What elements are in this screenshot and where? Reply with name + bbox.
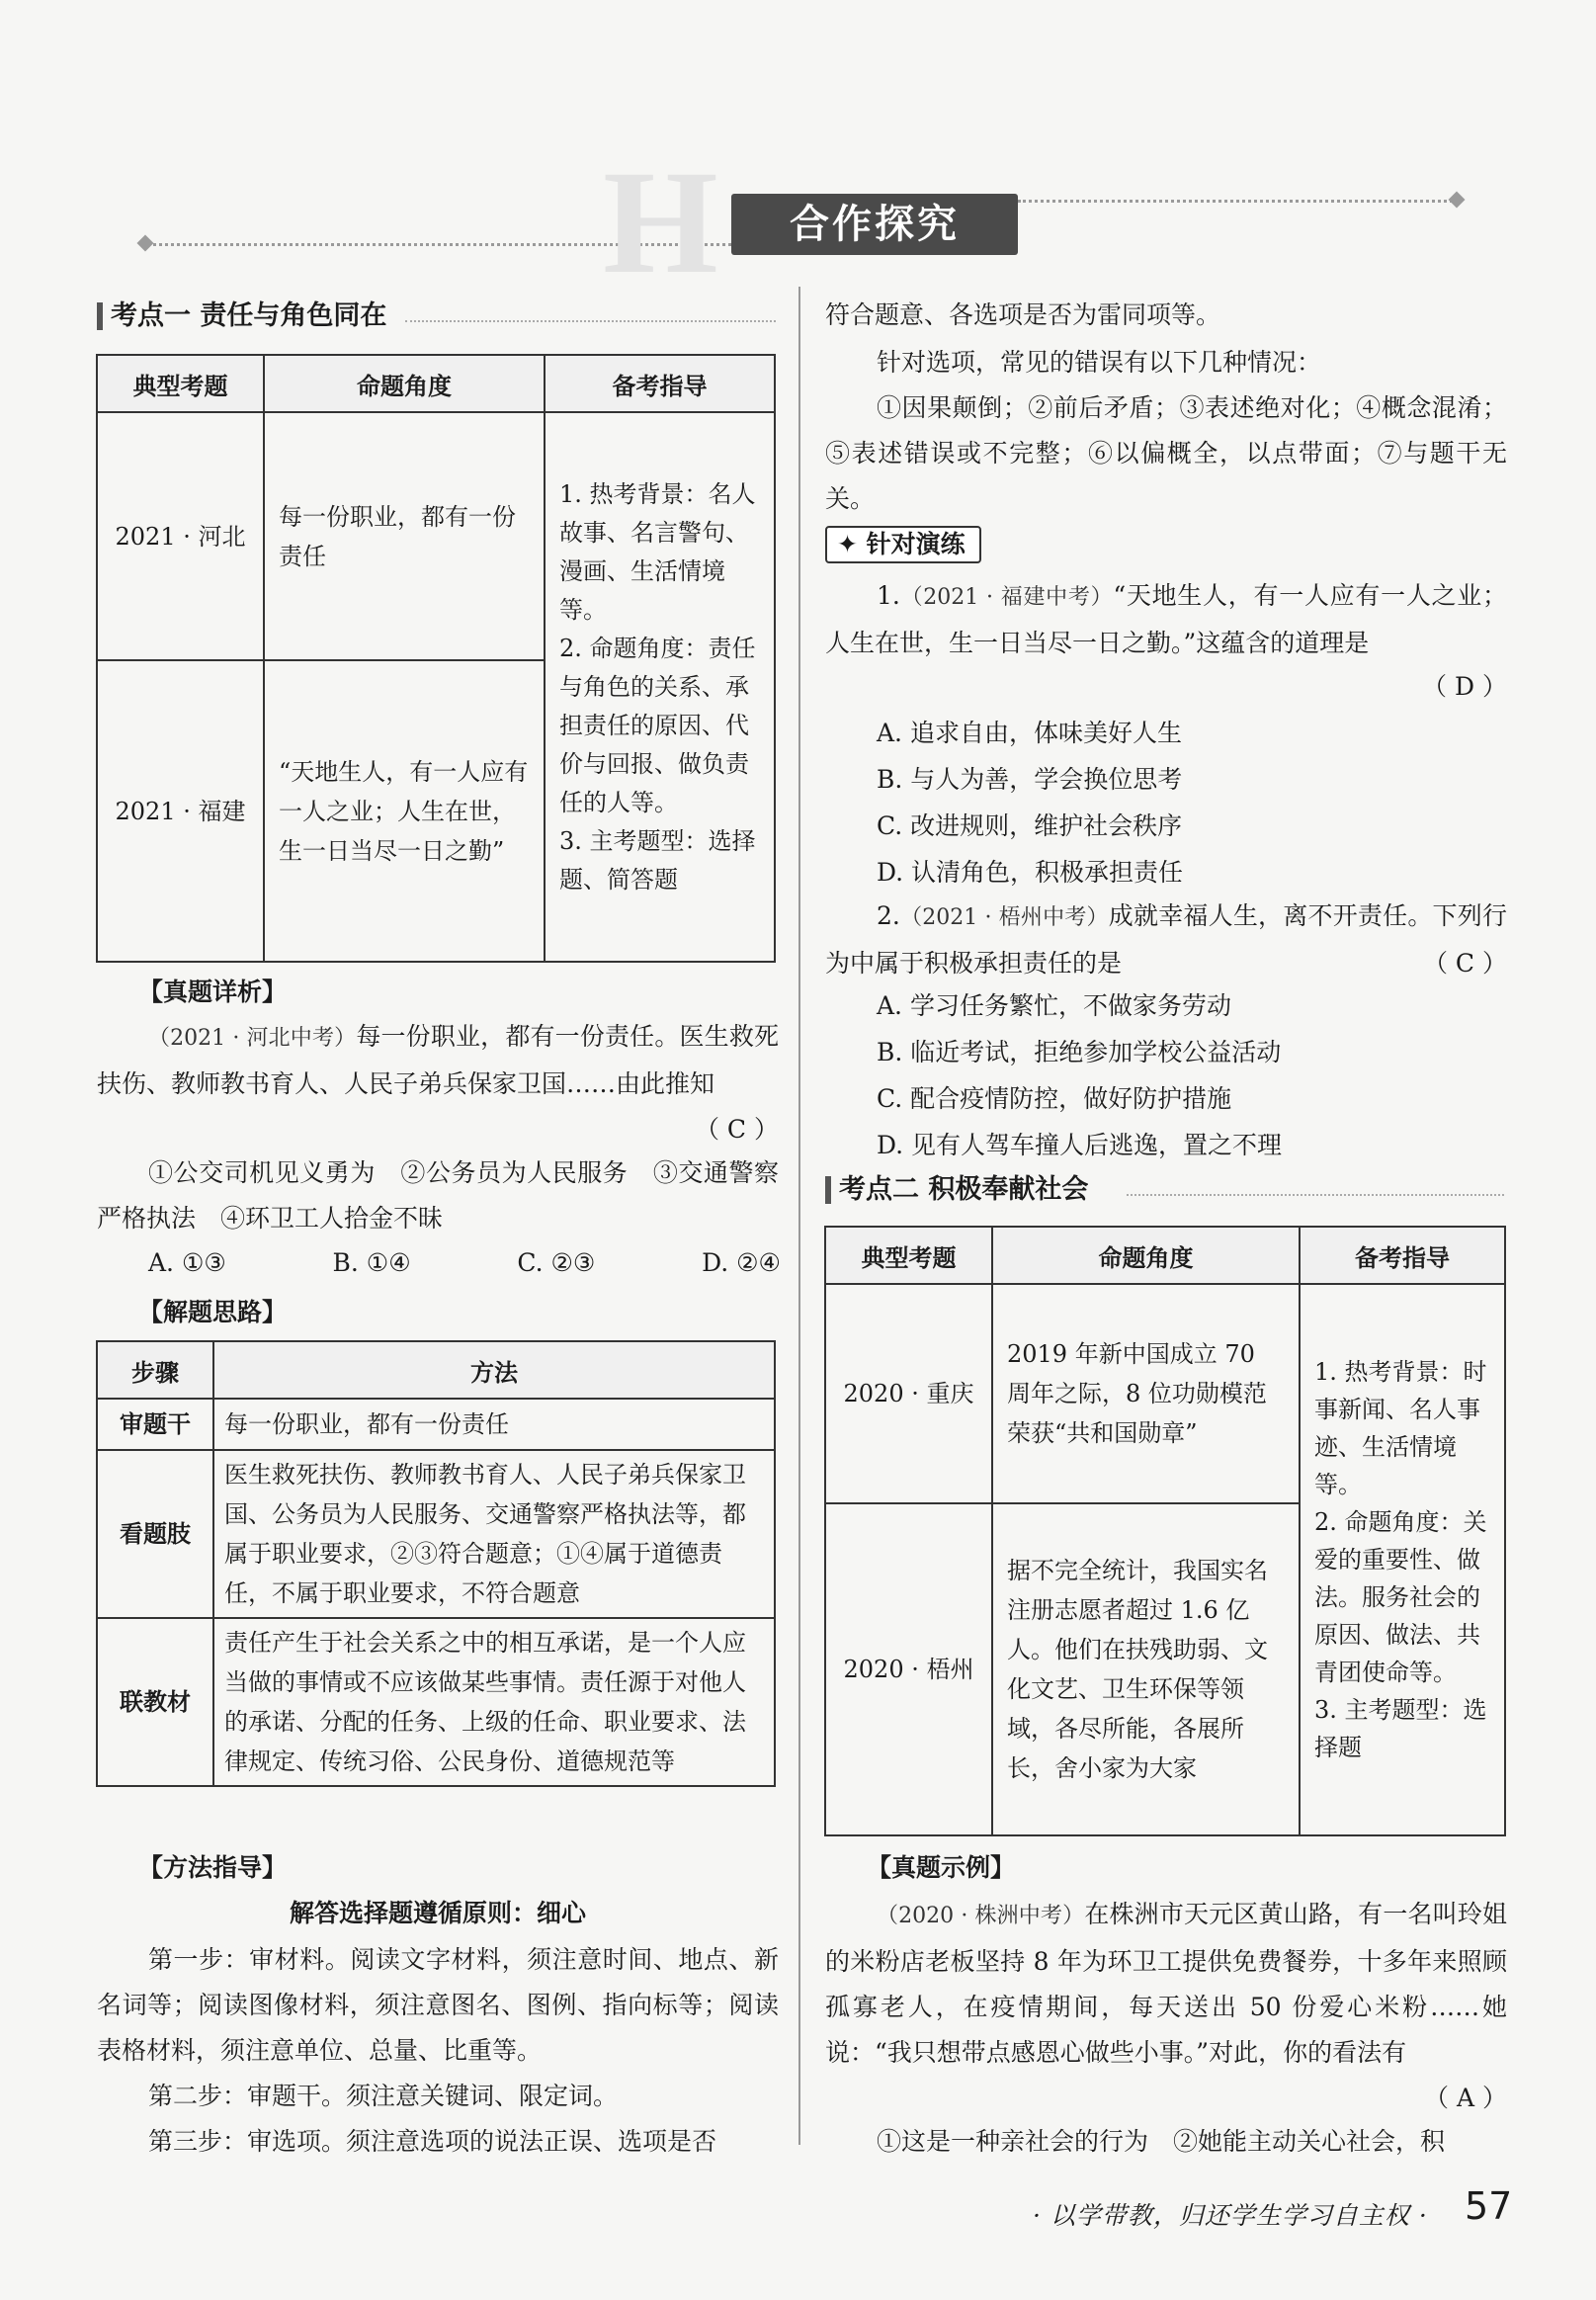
option: B. 与人为善，学会换位思考: [877, 765, 1183, 794]
kp2-heading-dots: [1127, 1194, 1504, 1196]
method-step-3: 第三步：审选项。须注意选项的说法正误、选项是否: [148, 2127, 717, 2156]
example-answer: （ A ）: [1424, 2084, 1507, 2112]
table-kp1-year: 2021 · 福建: [97, 660, 264, 962]
column-divider: [798, 287, 800, 2145]
header-dotted-line-right: [1018, 200, 1458, 203]
q1-source: （2021 · 福建中考）: [899, 585, 1114, 610]
q2-number: 2.: [877, 901, 900, 930]
table-kp2-angle: 2019 年新中国成立 70 周年之际，8 位功勋模范荣获“共和国勋章”: [992, 1284, 1300, 1503]
table-kp2-guide: 1. 热考背景：时事新闻、名人事迹、生活情境等。 2. 命题角度：关爱的重要性、做法。服务社会的原因、做法、共青团使命等。 3. 主考题型：选择题: [1300, 1284, 1505, 1835]
table-kp1-angle: 每一份职业，都有一份责任: [264, 412, 545, 660]
table-kp2-header: 备考指导: [1300, 1227, 1505, 1284]
header-diamond-right: [1449, 192, 1466, 209]
example-question: [825, 1892, 1507, 2121]
footer-slogan: · 以学带教，归还学生学习自主权 ·: [1033, 2201, 1428, 2230]
kp2-heading: 考点二 积极奉献社会: [825, 1172, 1392, 1208]
table-thinking-header: 方法: [213, 1341, 775, 1399]
example-label: 【真题示例】: [867, 1853, 1016, 1882]
option: A. 追求自由，体味美好人生: [877, 719, 1182, 747]
option: A. 学习任务繁忙，不做家务劳动: [877, 991, 1231, 1020]
kp1-heading-dots: [405, 320, 776, 322]
q1-options: [877, 710, 1499, 895]
method-label: 【方法指导】: [138, 1853, 288, 1882]
question-source: （2021 · 河北中考）: [148, 1026, 357, 1051]
example-source: （2020 · 株洲中考）: [877, 1904, 1085, 1928]
option: C. ②③: [517, 1248, 596, 1277]
option: B. ①④: [332, 1248, 411, 1277]
table-kp2-year: 2020 · 重庆: [825, 1284, 992, 1503]
step-name: 联教材: [97, 1618, 213, 1786]
practice-q2: [825, 894, 1507, 986]
q1-answer: （ D ）: [1422, 672, 1507, 701]
question-text: 每一份职业，都有一份责任。医生救死扶伤、教师教书育人、人民子弟兵保家卫国……由此推知: [97, 1022, 779, 1098]
method-step-2: 第二步：审题干。须注意关键词、限定词。: [148, 2082, 619, 2110]
practice-q1: [825, 573, 1507, 666]
header-ghost-letter: H: [603, 140, 718, 304]
example-text: 在株洲市天元区黄山路，有一名叫玲姐的米粉店老板坚持 8 年为环卫工提供免费餐券，十多年来照顾孤寡老人，在疫情期间，每天送出 50 份爱心米粉……她说：“我只想带点感恩心做些小事。”对此，你的看法有: [825, 1900, 1507, 2067]
analysis-question: [97, 1014, 779, 1152]
step-name: 审题干: [97, 1399, 213, 1450]
method-step-1: 第一步：审材料。阅读文字材料，须注意时间、地点、新名词等；阅读图像材料，须注意图名、图例、指向标等；阅读表格材料，须注意单位、总量、比重等。: [97, 1945, 779, 2065]
table-kp1: [96, 354, 776, 963]
table-kp2-year: 2020 · 梧州: [825, 1503, 992, 1835]
option: D. 认清角色，积极承担责任: [877, 858, 1184, 887]
table-kp1-guide: 1. 热考背景：名人故事、名言警句、漫画、生活情境等。 2. 命题角度：责任与角色的关系、承担责任的原因、代价与回报、做负责任的人等。 3. 主考题型：选择题、简答题: [545, 412, 775, 962]
error-types-intro: 针对选项，常见的错误有以下几种情况：: [877, 348, 1322, 377]
table-kp2-header: 典型考题: [825, 1227, 992, 1284]
table-kp1-header: 备考指导: [545, 355, 775, 412]
example-items: ①这是一种亲社会的行为 ②她能主动关心社会，积: [877, 2127, 1446, 2156]
option: D. 见有人驾车撞人后逃逸，置之不理: [877, 1131, 1283, 1159]
step-name: 看题肢: [97, 1450, 213, 1618]
q2-source: （2021 · 梧州中考）: [899, 905, 1109, 930]
table-thinking-header: 步骤: [97, 1341, 213, 1399]
practice-tag-wrap: [825, 526, 981, 563]
analysis-options: [148, 1239, 781, 1286]
option: C. 改进规则，维护社会秩序: [877, 811, 1183, 840]
practice-tag-label: 针对演练: [866, 530, 966, 558]
step-method: 责任产生于社会关系之中的相互承诺，是一个人应当做的事情或不应该做某些事情。责任源于对他人的承诺、分配的任务、上级的任命、职业要求、法律规定、传统习俗、公民身份、道德规范等: [213, 1618, 775, 1786]
q2-text: 成就幸福人生，离不开责任。下列行为中属于积极承担责任的是: [825, 901, 1507, 978]
method-continued: 符合题意、各选项是否为雷同项等。: [825, 300, 1221, 329]
method-title: 解答选择题遵循原则：细心: [289, 1899, 586, 1927]
kp1-heading: 考点一 责任与角色同在: [97, 298, 664, 334]
option: C. 配合疫情防控，做好防护措施: [877, 1084, 1232, 1113]
table-kp1-header: 典型考题: [97, 355, 264, 412]
table-kp1-year: 2021 · 河北: [97, 412, 264, 660]
question-answer: （ C ）: [694, 1115, 779, 1144]
q2-answer: （ C ）: [1422, 949, 1507, 978]
option: A. ①③: [148, 1248, 226, 1277]
analysis-items: ①公交司机见义勇为 ②公务员为人民服务 ③交通警察严格执法 ④环卫工人拾金不昧: [97, 1158, 779, 1233]
practice-tag: ✦ 针对演练: [825, 526, 981, 563]
thinking-label: 【解题思路】: [138, 1298, 288, 1326]
table-kp2: [824, 1226, 1506, 1836]
page-number: 57: [1465, 2184, 1513, 2228]
option: B. 临近考试，拒绝参加学校公益活动: [877, 1038, 1282, 1066]
q2-options: [877, 982, 1499, 1168]
table-kp1-header: 命题角度: [264, 355, 545, 412]
section-title: 合作探究: [731, 194, 1018, 255]
table-kp1-angle: “天地生人，有一人应有一人之业；人生在世，生一日当尽一日之勤”: [264, 660, 545, 962]
option: D. ②④: [702, 1248, 781, 1277]
q1-text: “天地生人，有一人应有一人之业；人生在世，生一日当尽一日之勤。”这蕴含的道理是: [825, 581, 1507, 657]
header-diamond-left: [137, 235, 154, 252]
analysis-label: 【真题详析】: [138, 978, 288, 1006]
q1-number: 1.: [877, 581, 900, 610]
table-kp2-angle: 据不完全统计，我国实名注册志愿者超过 1.6 亿人。他们在扶残助弱、文化文艺、卫生环保等领域，各尽所能，各展所长，舍小家为大家: [992, 1503, 1300, 1835]
table-thinking: [96, 1340, 776, 1787]
step-method: 每一份职业，都有一份责任: [213, 1399, 775, 1450]
step-method: 医生救死扶伤、教师教书育人、人民子弟兵保家卫国、公务员为人民服务、交通警察严格执法等，都属于职业要求，②③符合题意；①④属于道德责任，不属于职业要求，不符合题意: [213, 1450, 775, 1618]
error-types-list: ①因果颠倒；②前后矛盾；③表述绝对化；④概念混淆；⑤表述错误或不完整；⑥以偏概全，以点带面；⑦与题干无关。: [825, 393, 1507, 513]
table-kp2-header: 命题角度: [992, 1227, 1300, 1284]
